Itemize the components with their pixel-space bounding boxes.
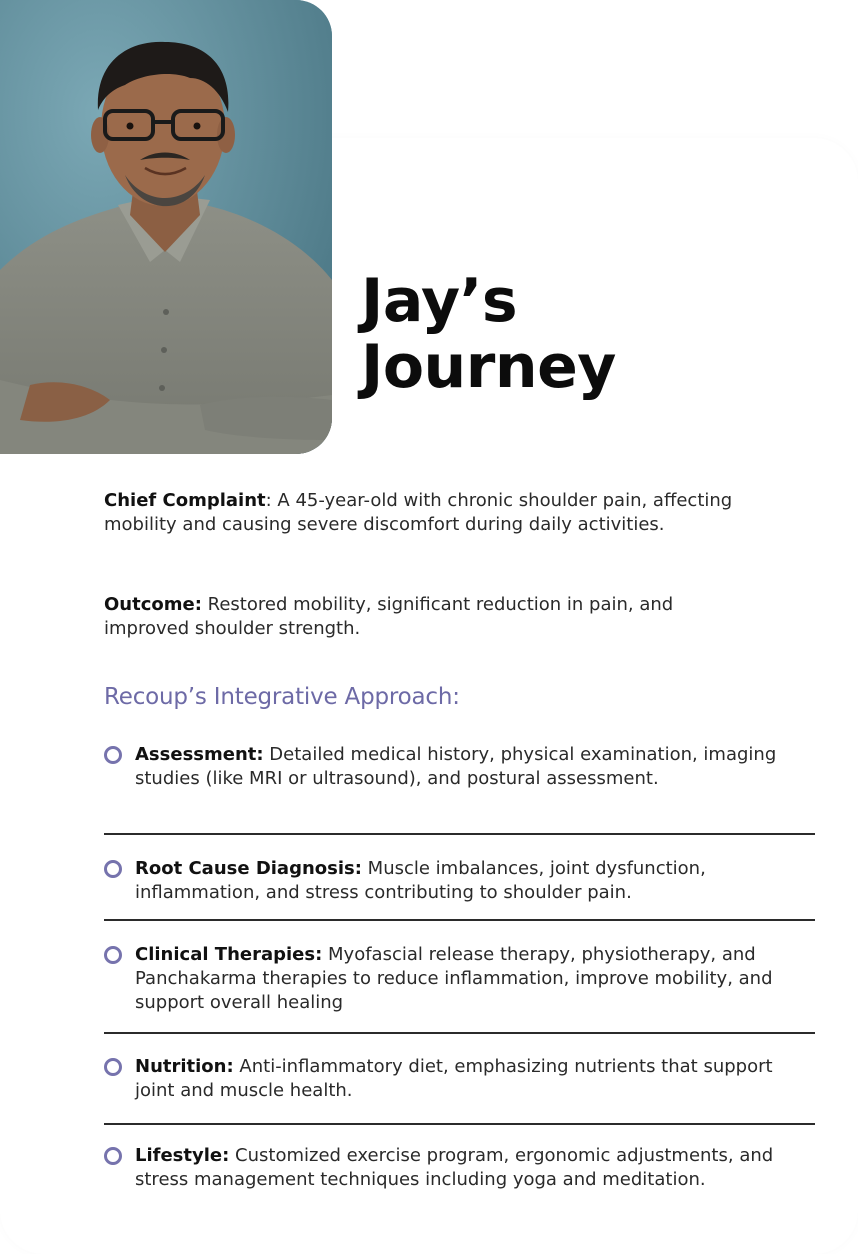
title-line-2: Journey (361, 332, 616, 402)
approach-item-label: Nutrition: (135, 1056, 234, 1077)
approach-item-description: Anti-inflammatory diet, emphasizing nutrients that support joint and muscle health. (135, 1056, 773, 1101)
ring-bullet-icon (104, 1058, 122, 1076)
approach-item-label: Assessment: (135, 744, 264, 765)
title-line-1: Jay’s (361, 266, 518, 336)
approach-item-description: Customized exercise program, ergonomic adjustments, and stress management techniques including yoga and meditation. (135, 1145, 774, 1190)
approach-item-description: Detailed medical history, physical examination, imaging studies (like MRI or ultrasound), and postural assessment. (135, 744, 777, 789)
approach-item-text (135, 857, 795, 905)
ring-bullet-icon (104, 946, 122, 964)
chief-complaint-label: Chief Complaint (104, 490, 266, 511)
approach-item-description: Myofascial release therapy, physiotherapy, and Panchakarma therapies to reduce inflammation, improve mobility, and support overall healing (135, 944, 773, 1013)
divider (104, 1032, 815, 1034)
section-title: Recoup’s Integrative Approach: (104, 684, 460, 710)
outcome-text: Restored mobility, significant reduction in pain, and improved shoulder strength. (104, 594, 674, 639)
approach-item-description: Muscle imbalances, joint dysfunction, inflammation, and stress contributing to shoulder pain. (135, 858, 706, 903)
divider (104, 919, 815, 921)
profile-photo (0, 0, 332, 454)
approach-item-label: Lifestyle: (135, 1145, 230, 1166)
approach-item-text (135, 943, 795, 1015)
approach-item-text (135, 1055, 795, 1103)
approach-item-label: Root Cause Diagnosis: (135, 858, 362, 879)
approach-item-label: Clinical Therapies: (135, 944, 323, 965)
page-title (361, 268, 616, 400)
chief-complaint-paragraph (104, 489, 754, 537)
approach-item-text (135, 743, 795, 791)
ring-bullet-icon (104, 860, 122, 878)
ring-bullet-icon (104, 746, 122, 764)
outcome-paragraph (104, 593, 754, 641)
divider (104, 1123, 815, 1125)
ring-bullet-icon (104, 1147, 122, 1165)
outcome-label: Outcome: (104, 594, 202, 615)
chief-complaint-text: : A 45-year-old with chronic shoulder pain, affecting mobility and causing severe discomfort during daily activities. (104, 490, 733, 535)
divider (104, 833, 815, 835)
approach-item-text (135, 1144, 795, 1192)
